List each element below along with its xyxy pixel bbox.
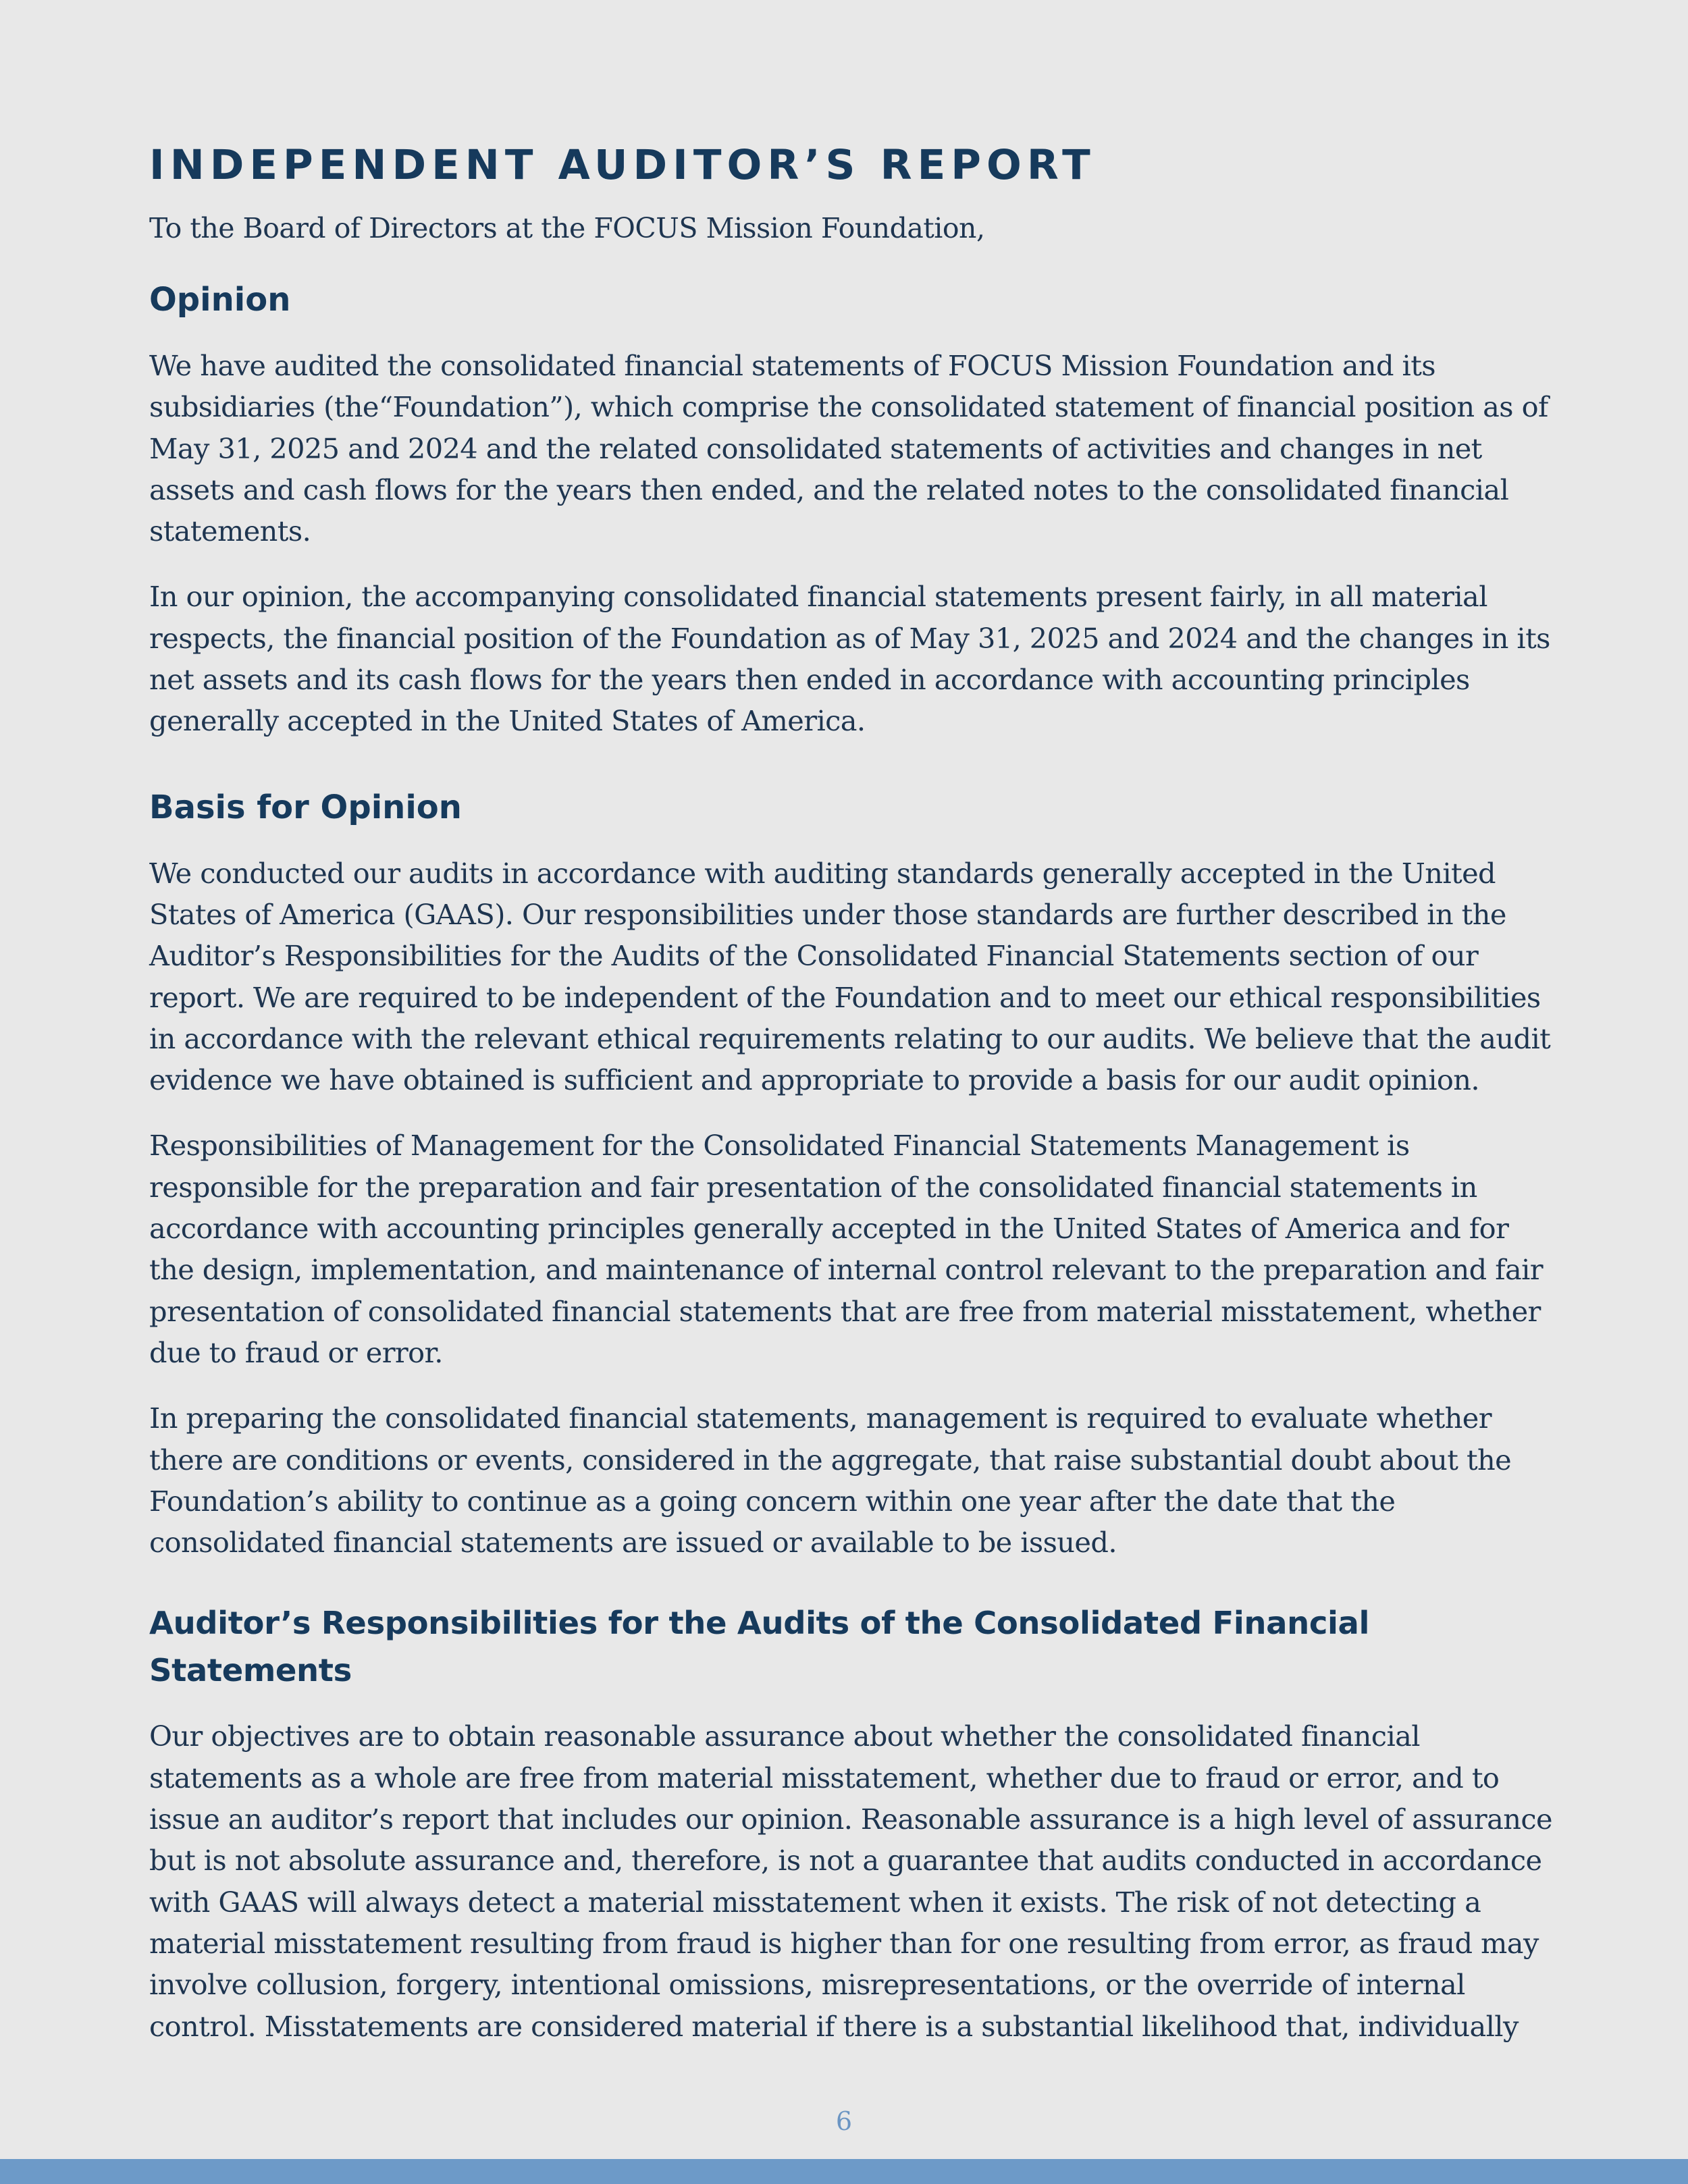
footer-band bbox=[0, 2159, 1688, 2184]
report-title: INDEPENDENT AUDITOR’S REPORT bbox=[149, 141, 1096, 189]
salutation: To the Board of Directors at the FOCUS Mission Foundation, bbox=[149, 212, 985, 244]
basis-for-opinion-heading: Basis for Opinion bbox=[149, 788, 462, 826]
auditor-responsibilities-heading: Auditor’s Responsibilities for the Audits of the Consolidated Financial Statements bbox=[149, 1605, 1370, 1689]
auditor-responsibilities-paragraph: Our objectives are to obtain reasonable assurance about whether the consolidated financial statements as a whole are free from material misstatement, whether due to fraud or error, and to issue an auditor’s report that includes our opinion. Reasonable assurance is a high level of assurance but is not absolute assurance and, therefore, is not a guarantee that audits conducted in accordance with GAAS will always detect a material misstatement when it exists. The risk of not detecting a material misstatement resulting from fraud is higher than for one resulting from error, as fraud may involve collusion, forgery, intentional omissions, misrepresentations, or the override of internal control. Misstatements are considered material if there is a substantial likelihood that, individually bbox=[149, 1720, 1552, 2043]
basis-paragraph: We conducted our audits in accordance with auditing standards generally accepted in the United States of America (GAAS). Our responsibilities under those standards are further described in the Auditor’s Responsibilities for the Audits of the Consolidated Financial Statements section of our report. We are required to be independent of the Foundation and to meet our ethical responsibilities in accordance with the relevant ethical requirements relating to our audits. We believe that the audit evidence we have obtained is sufficient and appropriate to provide a basis for our audit opinion. bbox=[149, 856, 1551, 1097]
document-page bbox=[149, 135, 1560, 2047]
page-number: 6 bbox=[835, 2106, 853, 2136]
opinion-heading: Opinion bbox=[149, 281, 291, 319]
opinion-paragraph: We have audited the consolidated financial statements of FOCUS Mission Foundation and its subsidiaries (the“Foundation”), which comprise the consolidated statement of financial position as of May 31, 2025 and 2024 and the related consolidated statements of activities and changes in net assets and cash flows for the years then ended, and the related notes to the consolidated financial statements. bbox=[149, 349, 1548, 548]
opinion-paragraph: In our opinion, the accompanying consolidated financial statements present fairly, in all material respects, the financial position of the Foundation as of May 31, 2025 and 2024 and the changes in its net assets and its cash flows for the years then ended in accordance with accounting principles generally accepted in the United States of America. bbox=[149, 580, 1550, 738]
management-responsibilities-paragraph: Responsibilities of Management for the Consolidated Financial Statements Management is responsible for the preparation and fair presentation of the consolidated financial statements in accordance with accounting principles generally accepted in the United States of America and for the design, implementation, and maintenance of internal control relevant to the preparation and fair presentation of consolidated financial statements that are free from material misstatement, whether due to fraud or error. bbox=[149, 1129, 1544, 1369]
going-concern-paragraph: In preparing the consolidated financial statements, management is required to evaluate whether there are conditions or events, considered in the aggregate, that raise substantial doubt about the Foundation’s ability to continue as a going concern within one year after the date that the consolidated financial statements are issued or available to be issued. bbox=[149, 1402, 1512, 1560]
